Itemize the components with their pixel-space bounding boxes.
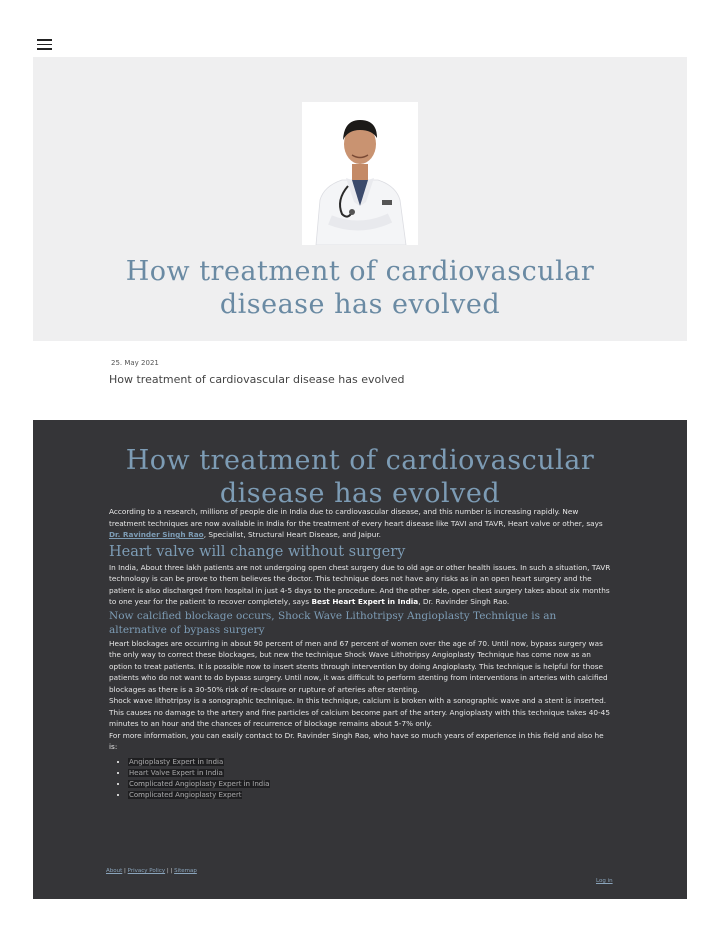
hero-banner [33,57,687,341]
list-item[interactable]: • Complicated Angioplasty Expert in India [128,779,613,790]
post-date: 25. May 2021 [111,359,159,367]
article-body [109,506,613,802]
paragraph-lithotripsy: Shock wave lithotripsy is a sonographic technique. In this technique, calcium is broken with a sonographic wave and a stent is inserted. This causes no damage to the artery and fine particles of calcium become part of the artery. Angioplasty with this technique takes 40-45 minutes to an hour and the chances of recurrence of blockage remains about 5-7% only. [109,696,610,728]
sitemap-link[interactable]: Sitemap [174,868,197,874]
doctor-photo [302,102,418,245]
article-title: How treatment of cardiovascular disease has evolved [125,445,595,509]
list-item[interactable]: • Heart Valve Expert in India [128,768,613,779]
paragraph-tavr: In India, About three lakh patients are not undergoing open chest surgery due to old age or other health issues. In such a situation, TAVR technology is can be prove to them believes the doctor. This technique does not have any risks as in an open heart surgery and the patient is also discharged from hospital in just 4-5 days to the procedure. And the other side, open chest surgery takes about six months to one year for the patient to recover completely, says Best Heart Expert in India, Dr. Ravinder Singh Rao. [109,562,611,606]
hamburger-menu-icon[interactable] [37,39,52,51]
privacy-policy-link[interactable]: Privacy Policy [127,868,166,874]
list-item[interactable]: • Angioplasty Expert in India [128,757,613,768]
paragraph-blockages: Heart blockages are occurring in about 90 percent of men and 67 percent of women over the age of 70. Until now, bypass surgery was the only way to correct these blockages, but new the technique Shock Wave Lithotripsy Angioplasty Technique has come now as an option to treat patients. It is possible now to insert stents through intervention by doing Angioplasty. This technique is helpful for those patients who do not want to do bypass surgery. Until now, it was difficult to perform stenting from interventions in arteries with calcified blockages as there is a 30-50% risk of re-closure or rupture of arteries after stenting. [109,638,608,694]
list-item[interactable]: • Complicated Angioplasty Expert [128,790,613,801]
about-link[interactable]: About [106,868,123,874]
post-title: How treatment of cardiovascular disease has evolved [109,373,405,386]
paragraph-intro: According to a research, millions of people die in India due to cardiovascular disease, and this number is increasing rapidly. New treatment techniques are now available in India for the treatment of every heart disease like TAVI and TAVR, Heart valve or other, says Dr. Ravinder Singh Rao, Specialist, Structural Heart Disease, and Jaipur. [109,507,603,539]
doctor-link[interactable]: Dr. Ravinder Singh Rao [109,530,204,539]
heading-shock-wave: Now calcified blockage occurs, Shock Wave Lithotripsy Angioplasty Technique is an alternative of bypass surgery [109,609,557,636]
hero-title: How treatment of cardiovascular disease has evolved [125,256,595,320]
heading-heart-valve: Heart valve will change without surgery [109,543,406,560]
paragraph-contact: For more information, you can easily contact to Dr. Ravinder Singh Rao, who have so much years of experience in this field and also he is: [109,730,604,751]
article-section [33,420,687,899]
expert-links-list [128,757,613,802]
login-link[interactable]: Log in [596,878,613,884]
footer-links: About | Privacy Policy | | Sitemap [106,868,197,874]
